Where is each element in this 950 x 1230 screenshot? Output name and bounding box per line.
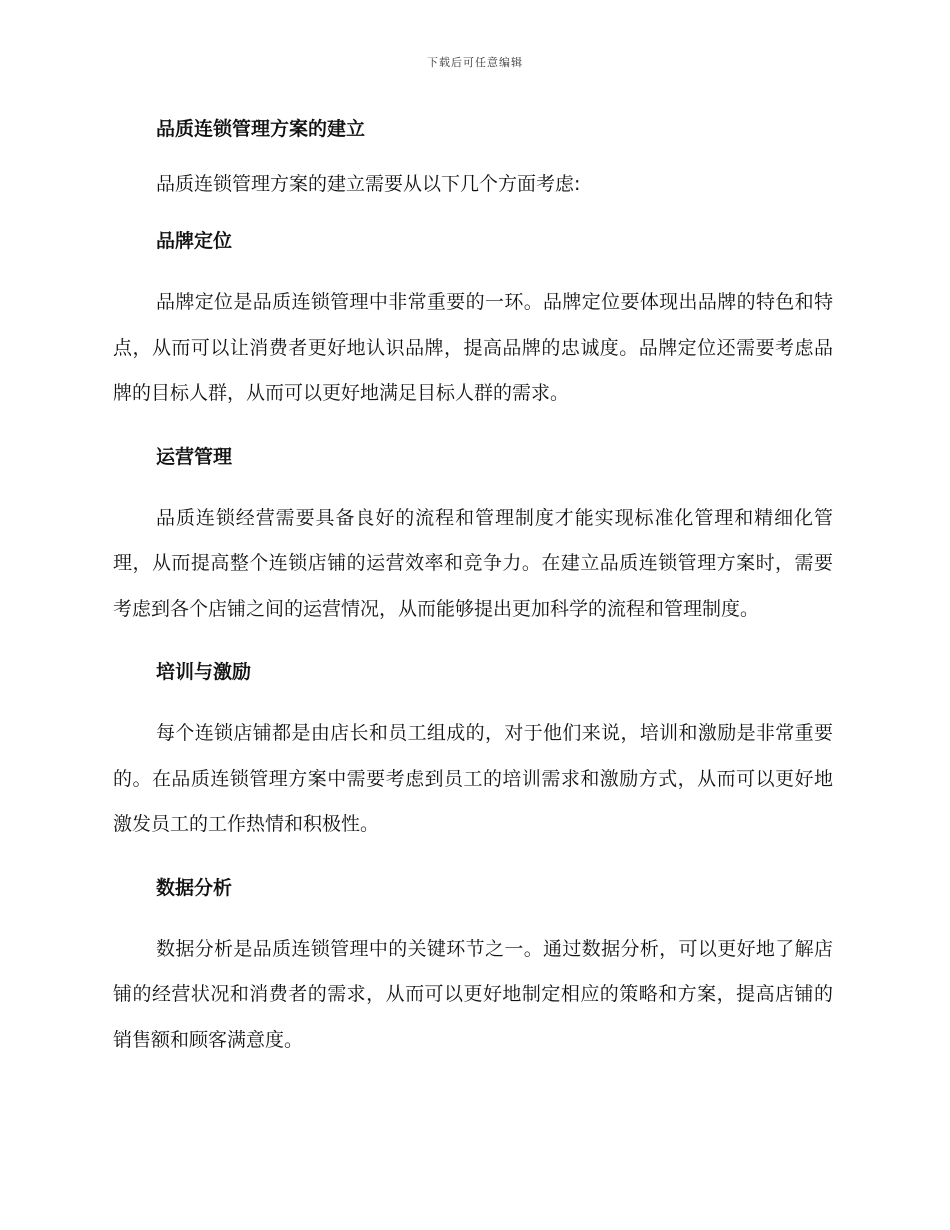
section-body-data-analysis: 数据分析是品质连锁管理中的关键环节之一。通过数据分析，可以更好地了解店铺的经营状况和消费者的需求，从而可以更好地制定相应的策略和方案，提高店铺的销售额和顾客满意度。 bbox=[113, 937, 833, 1051]
header-note: 下载后可任意编辑 bbox=[427, 56, 523, 69]
intro-paragraph: 品质连锁管理方案的建立需要从以下几个方面考虑: bbox=[156, 173, 581, 195]
section-heading-data-analysis: 数据分析 bbox=[156, 876, 233, 899]
section-body-operations-management: 品质连锁经营需要具备良好的流程和管理制度才能实现标准化管理和精细化管理，从而提高整个连锁店铺的运营效率和竞争力。在建立品质连锁管理方案时，需要考虑到各个店铺之间的运营情况，从而能够提出更加科学的流程和管理制度。 bbox=[113, 506, 833, 620]
section-body-brand-positioning: 品牌定位是品质连锁管理中非常重要的一环。品牌定位要体现出品牌的特色和特点，从而可以让消费者更好地认识品牌，提高品牌的忠诚度。品牌定位还需要考虑品牌的目标人群，从而可以更好地满足目标人群的需求。 bbox=[113, 291, 833, 404]
section-heading-brand-positioning: 品牌定位 bbox=[156, 230, 233, 252]
document-title: 品质连锁管理方案的建立 bbox=[156, 118, 366, 140]
section-heading-training-incentives: 培训与激励 bbox=[156, 661, 252, 683]
section-body-training-incentives: 每个连锁店铺都是由店长和员工组成的，对于他们来说，培训和激励是非常重要的。在品质连锁管理方案中需要考虑到员工的培训需求和激励方式，从而可以更好地激发员工的工作热情和积极性。 bbox=[113, 722, 833, 835]
document-content bbox=[113, 112, 833, 1063]
section-heading-operations-management: 运营管理 bbox=[156, 445, 233, 468]
